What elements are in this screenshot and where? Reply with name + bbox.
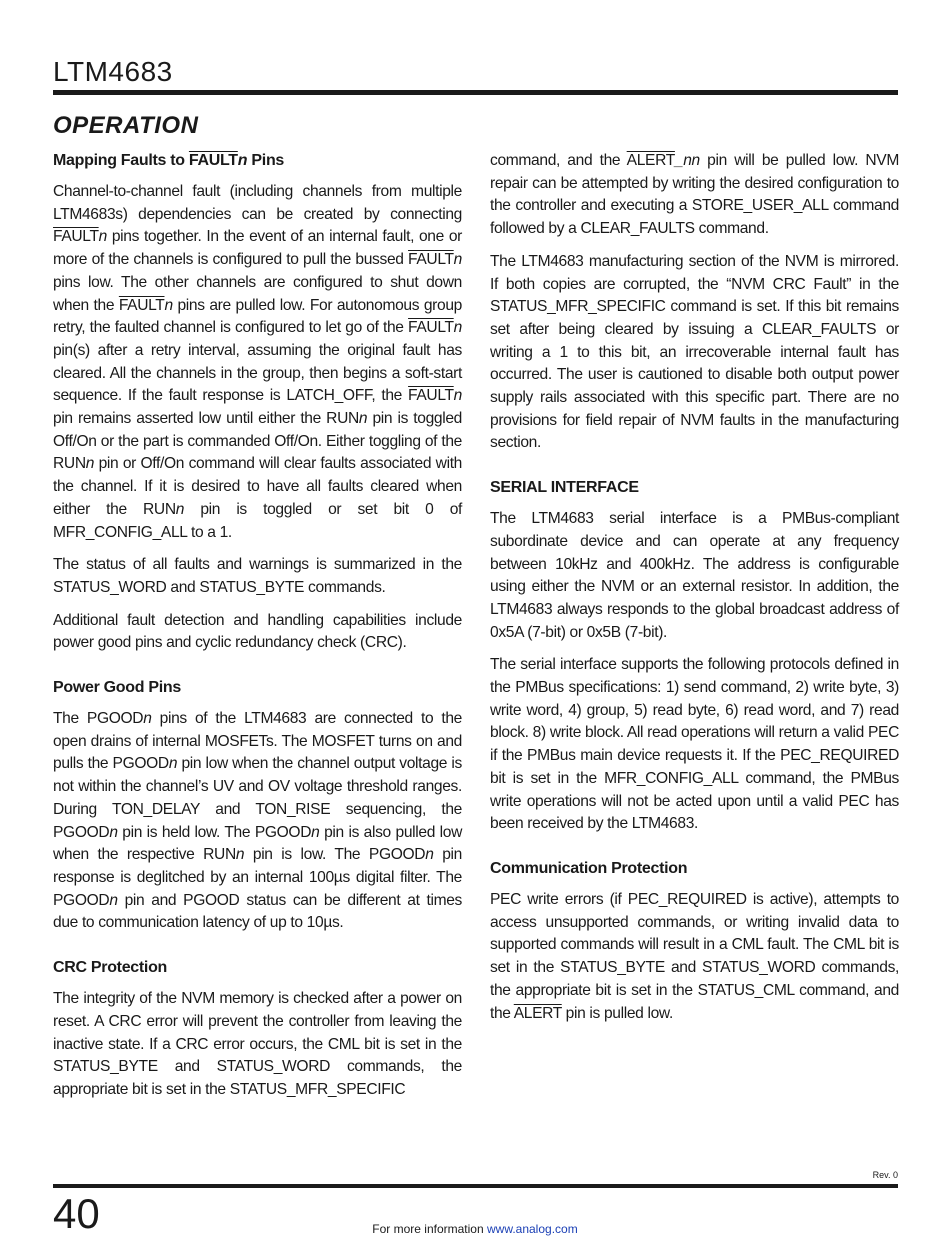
paragraph-additional: Additional fault detection and handling capabilities include power good pins and cyclic redundancy check (CRC).	[53, 611, 462, 652]
heading-communication-protection: Communication Protection	[490, 859, 688, 877]
page-number: 40	[53, 1190, 100, 1237]
paragraph-crc-protection: The integrity of the NVM memory is checked after a power on reset. A CRC error will prevent the controller from leaving the inactive state. If a CRC error occurs, the CML bit is set in the STATUS_BYTE and STATUS_WORD commands, the appropriate bit is set in the STATUS_MFR_SPECIFIC	[53, 990, 462, 1098]
paragraph-serial-interface-2: The serial interface supports the following protocols defined in the PMBus specifications: 1) send command, 2) write byte, 3) write word, 4) group, 5) read byte, 6) read word, and 7) read block. 8) write block. All read operations will return a valid PEC if the PMBus main device requests it. If the PEC_REQUIRED bit is set in the MFR_CONFIG_ALL command, the PMBus write operations will not be acted upon until a valid PEC has been received by the LTM4683.	[490, 656, 899, 833]
left-column	[53, 150, 462, 1112]
paragraph-power-good: The PGOODn pins of the LTM4683 are connected to the open drains of internal MOSFETs. The MOSFET turns on and pulls the PGOODn pin low when the channel output voltage is not within the channel’s UV and OV voltage threshold ranges. During TON_DELAY and TON_RISE sequencing, the PGOODn pin is held low. The PGOODn pin is also pulled low when the respective RUNn pin is low. The PGOODn pin response is deglitched by an internal 100µs digital filter. The PGOODn pin and PGOOD status can be different at times due to communication latency of up to 10µs.	[53, 710, 463, 932]
footer-info: For more information www.analog.com	[372, 1222, 578, 1236]
revision-label: Rev. 0	[872, 1170, 898, 1180]
paragraph-manufacturing-nvm: The LTM4683 manufacturing section of the NVM is mirrored. If both copies are corrupted, the “NVM CRC Fault” in the STATUS_MFR_SPECIFIC command is set. If this bit remains set after being cleared by issuing a CLEAR_FAULTS or writing a 1 to this bit, an irrecoverable internal fault has occurred. The user is cautioned to disable both output power supply rails associated with this specific part. There are no provisions for field repair of NVM faults in the manufacturing section.	[490, 252, 899, 452]
paragraph-status: The status of all faults and warnings is summarized in the STATUS_WORD and STATUS_BYTE commands.	[53, 556, 462, 596]
heading-serial-interface: SERIAL INTERFACE	[490, 479, 639, 497]
paragraph-communication-protection: PEC write errors (if PEC_REQUIRED is active), attempts to access unsupported commands, or writing invalid data to supported commands will result in a CML fault. The CML bit is set in the STATUS_BYTE and STATUS_WORD commands, the appropriate bit is set in the STATUS_CML command, and the ALERT pin is pulled low.	[490, 890, 899, 1022]
website-link[interactable]: www.analog.com	[486, 1222, 578, 1236]
right-column	[490, 150, 899, 1035]
document-title: LTM4683	[53, 56, 173, 87]
footer-rule	[53, 1184, 898, 1188]
header-rule	[53, 90, 898, 95]
heading-crc-protection: CRC Protection	[53, 959, 168, 977]
section-title: OPERATION	[53, 112, 199, 139]
heading-mapping-faults: Mapping Faults to FAULTn Pins	[53, 152, 285, 169]
heading-power-good: Power Good Pins	[53, 679, 181, 697]
paragraph-serial-interface-1: The LTM4683 serial interface is a PMBus-compliant subordinate device and can operate at any frequency between 10kHz and 400kHz. The address is configurable using either the NVM or an external resistor. In addition, the LTM4683 always responds to the global broadcast address of 0x5A (7-bit) or 0x5B (7-bit).	[490, 510, 899, 641]
paragraph-crc-continued: command, and the ALERT_nn pin will be pulled low. NVM repair can be attempted by writing the desired configuration to the controller and executing a STORE_USER_ALL command followed by a CLEAR_FAULTS command.	[490, 152, 899, 238]
paragraph-mapping-faults: Channel-to-channel fault (including channels from multiple LTM4683s) dependencies can be created by connecting FAULTn pins together. In the event of an internal fault, one or more of the channels is configured to pull the bussed FAULTn pins low. The other channels are configured to shut down when the FAULTn pins are pulled low. For autonomous group retry, the faulted channel is configured to let go of the FAULTn pin(s) after a retry interval, assuming the original fault has cleared. All the channels in the group, then begins a soft-start sequence. If the fault response is LATCH_OFF, the FAULTn pin remains asserted low until either the RUNn pin is toggled Off/On or the part is commanded Off/On. Either toggling of the RUNn pin or Off/On command will clear faults associated with the channel. If it is desired to have all faults cleared when either the RUNn pin is toggled or set bit 0 of MFR_CONFIG_ALL to a 1.	[53, 183, 462, 541]
